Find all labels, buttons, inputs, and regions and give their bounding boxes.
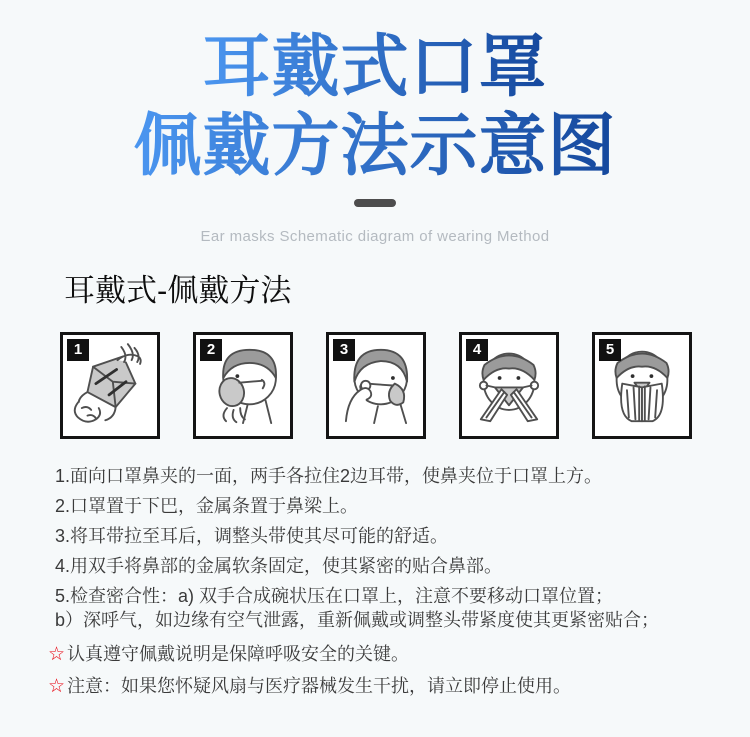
step-number-badge: 2	[200, 339, 222, 361]
notes-list	[0, 641, 750, 696]
instruction-line-1: 1.面向口罩鼻夹的一面，两手各拉住2边耳带，使鼻夹位于口罩上方。	[55, 466, 603, 486]
steps-row	[0, 311, 750, 439]
star-icon: ☆	[48, 644, 66, 665]
note-line-2	[48, 677, 710, 696]
step-box-4	[459, 332, 559, 439]
page-title	[0, 0, 750, 186]
section-heading: 耳戴式-佩戴方法	[64, 273, 292, 308]
note-line-1	[48, 645, 710, 664]
instruction-line-3: 3.将耳带拉至耳后，调整头带使其尽可能的舒适。	[55, 526, 449, 546]
step-box-3	[326, 332, 426, 439]
step-number-badge: 3	[333, 339, 355, 361]
note-text: 认真遵守佩戴说明是保障呼吸安全的关键。	[67, 644, 410, 664]
instruction-line-4: 4.用双手将鼻部的金属软条固定，使其紧密的贴合鼻部。	[55, 556, 503, 576]
note-text: 注意：如果您怀疑风扇与医疗器械发生干扰，请立即停止使用。	[67, 676, 572, 696]
title-line-2: 佩戴方法示意图	[133, 108, 617, 184]
instruction-line-5a: 5.检查密合性：a) 双手合成碗状压在口罩上，注意不要移动口罩位置；	[55, 586, 614, 606]
instructions-list	[0, 439, 750, 629]
step-number-badge: 5	[599, 339, 621, 361]
step-box-5	[592, 332, 692, 439]
step-box-1	[60, 332, 160, 439]
title-line-1: 耳戴式口罩	[202, 29, 548, 105]
step-number-badge: 1	[67, 339, 89, 361]
title-divider-bar	[354, 199, 396, 207]
star-icon: ☆	[48, 676, 66, 697]
step-number-badge: 4	[466, 339, 488, 361]
instruction-line-2: 2.口罩置于下巴，金属条置于鼻梁上。	[55, 496, 359, 516]
step-box-2	[193, 332, 293, 439]
subtitle-english: Ear masks Schematic diagram of wearing Method	[200, 228, 550, 245]
instruction-line-5b: b）深呼气，如边缘有空气泄露，重新佩戴或调整头带紧度使其更紧密贴合；	[55, 610, 660, 630]
